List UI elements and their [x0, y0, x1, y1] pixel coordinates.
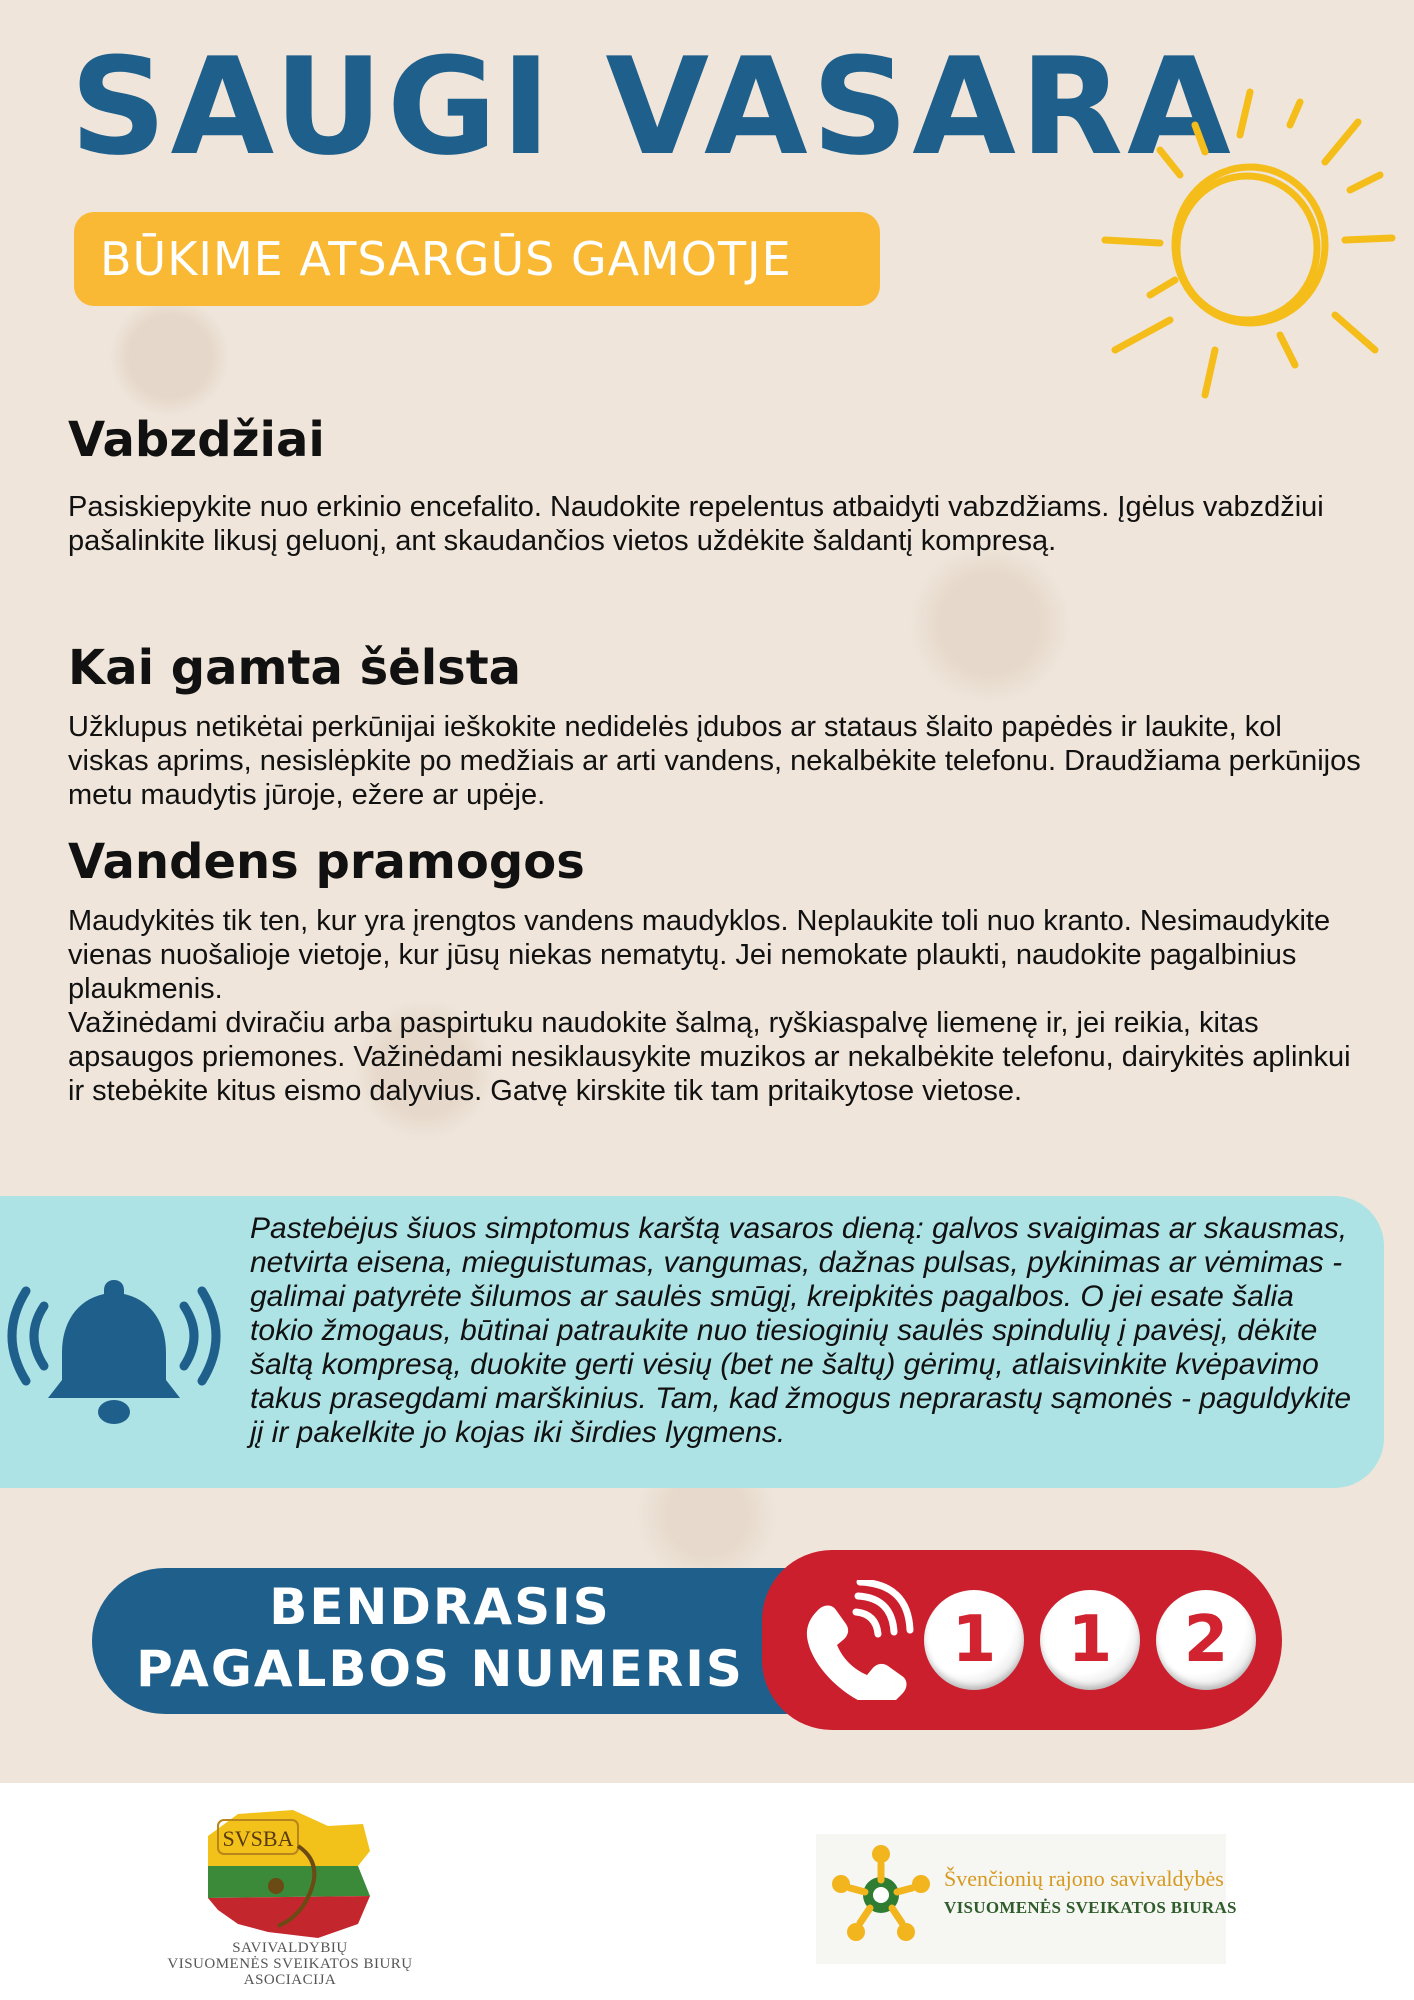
- svenčionys-line2: VISUOMENĖS SVEIKATOS BIURAS: [944, 1898, 1237, 1917]
- heatstroke-alert-text: Pastebėjus šiuos simptomus karštą vasaros dieną: galvos svaigimas ar skausmas, netvirta eisena, mieguistumas, vangumas, dažnas pulsas, pykinimas ar vėmimas - galimai patyrėte šilumos ar saulės smūgį, kreipkitės pagalbos. O jei esate šalia tokio žmogaus, būtinai patraukite nuo tiesioginių saulės spindulių į pavėsį, dėkite šaltą kompresą, duokite gerti vėsių (bet ne šaltų) gėrimų, atlaisvinkite kvėpavimo takus prasegdami marškinius. Tam, kad žmogus neprarastų sąmonės - paguldykite jį ir pakelkite jo kojas iki širdies lygmens.: [250, 1212, 1352, 1449]
- section-text-cycling: Važinėdami dviračiu arba paspirtuku naudokite šalmą, ryškiaspalvę liemenę ir, jei reikia, kitas apsaugos priemones. Važinėdami nesiklausykite muzikos ar nekalbėkite telefonu, dairykitės aplinkui ir stebėkite kitus eismo dalyvius. Gatvę kirskite tik tam pritaikytose vietose.: [68, 1007, 1351, 1107]
- section-text-insects: Pasiskiepykite nuo erkinio encefalito. Naudokite repelentus atbaidyti vabzdžiams. Įgėlus vabzdžiui pašalinkite likusį geluonį, ant skaudančios vietos uždėkite šaldantį kompresą.: [68, 491, 1324, 557]
- svenčionys-line1: Švenčionių rajono savivaldybės: [944, 1866, 1224, 1891]
- subtitle-banner: [74, 212, 880, 306]
- emergency-digit-3: 2: [1156, 1590, 1256, 1690]
- subtitle-text: BŪKIME ATSARGŪS GAMOTJE: [100, 232, 792, 286]
- emergency-label-line1: BENDRASIS: [269, 1578, 611, 1636]
- bell-ringing-icon: [4, 1266, 224, 1436]
- svsba-caption-line3: ASOCIACIJA: [243, 1972, 337, 1988]
- emergency-digit-2: 1: [1040, 1590, 1140, 1690]
- svsba-badge-text: SVSBA: [222, 1826, 294, 1851]
- section-text-storm: Užklupus netikėtai perkūnijai ieškokite nedidelės įdubos ar stataus šlaito papėdės ir laukite, kol viskas aprims, nesislėpkite po medžiais ar arti vandens, nekalbėkite telefonu. Draudžiama perkūnijos metu maudytis jūroje, ežere ar upėje.: [68, 711, 1361, 811]
- emergency-digit-1: 1: [924, 1590, 1024, 1690]
- sun-icon: [1100, 80, 1400, 400]
- section-heading-insects: Vabzdžiai: [68, 412, 325, 468]
- svsba-logo: [198, 1806, 378, 1946]
- svsba-caption: [130, 1940, 450, 1988]
- section-text-water: Maudykitės tik ten, kur yra įrengtos vandens maudyklos. Neplaukite toli nuo kranto. Nesimaudykite vienas nuošalioje vietoje, kur jūsų niekas nematytų. Jei nemokate plaukti, naudokite pagalbinius plaukmenis.: [68, 905, 1331, 1005]
- phone-ringing-icon: [788, 1580, 918, 1700]
- section-heading-storm: Kai gamta šėlsta: [68, 640, 522, 696]
- section-heading-water: Vandens pramogos: [68, 834, 585, 890]
- emergency-label-line2: PAGALBOS NUMERIS: [136, 1640, 744, 1698]
- page-title: SAUGI VASARA: [70, 29, 1235, 185]
- svenčionys-bureau-logo: [826, 1840, 936, 1950]
- emergency-label: [120, 1576, 760, 1700]
- svsba-caption-line1: SAVIVALDYBIŲ: [232, 1940, 348, 1956]
- svsba-caption-line2: VISUOMENĖS SVEIKATOS BIURŲ: [167, 1956, 413, 1972]
